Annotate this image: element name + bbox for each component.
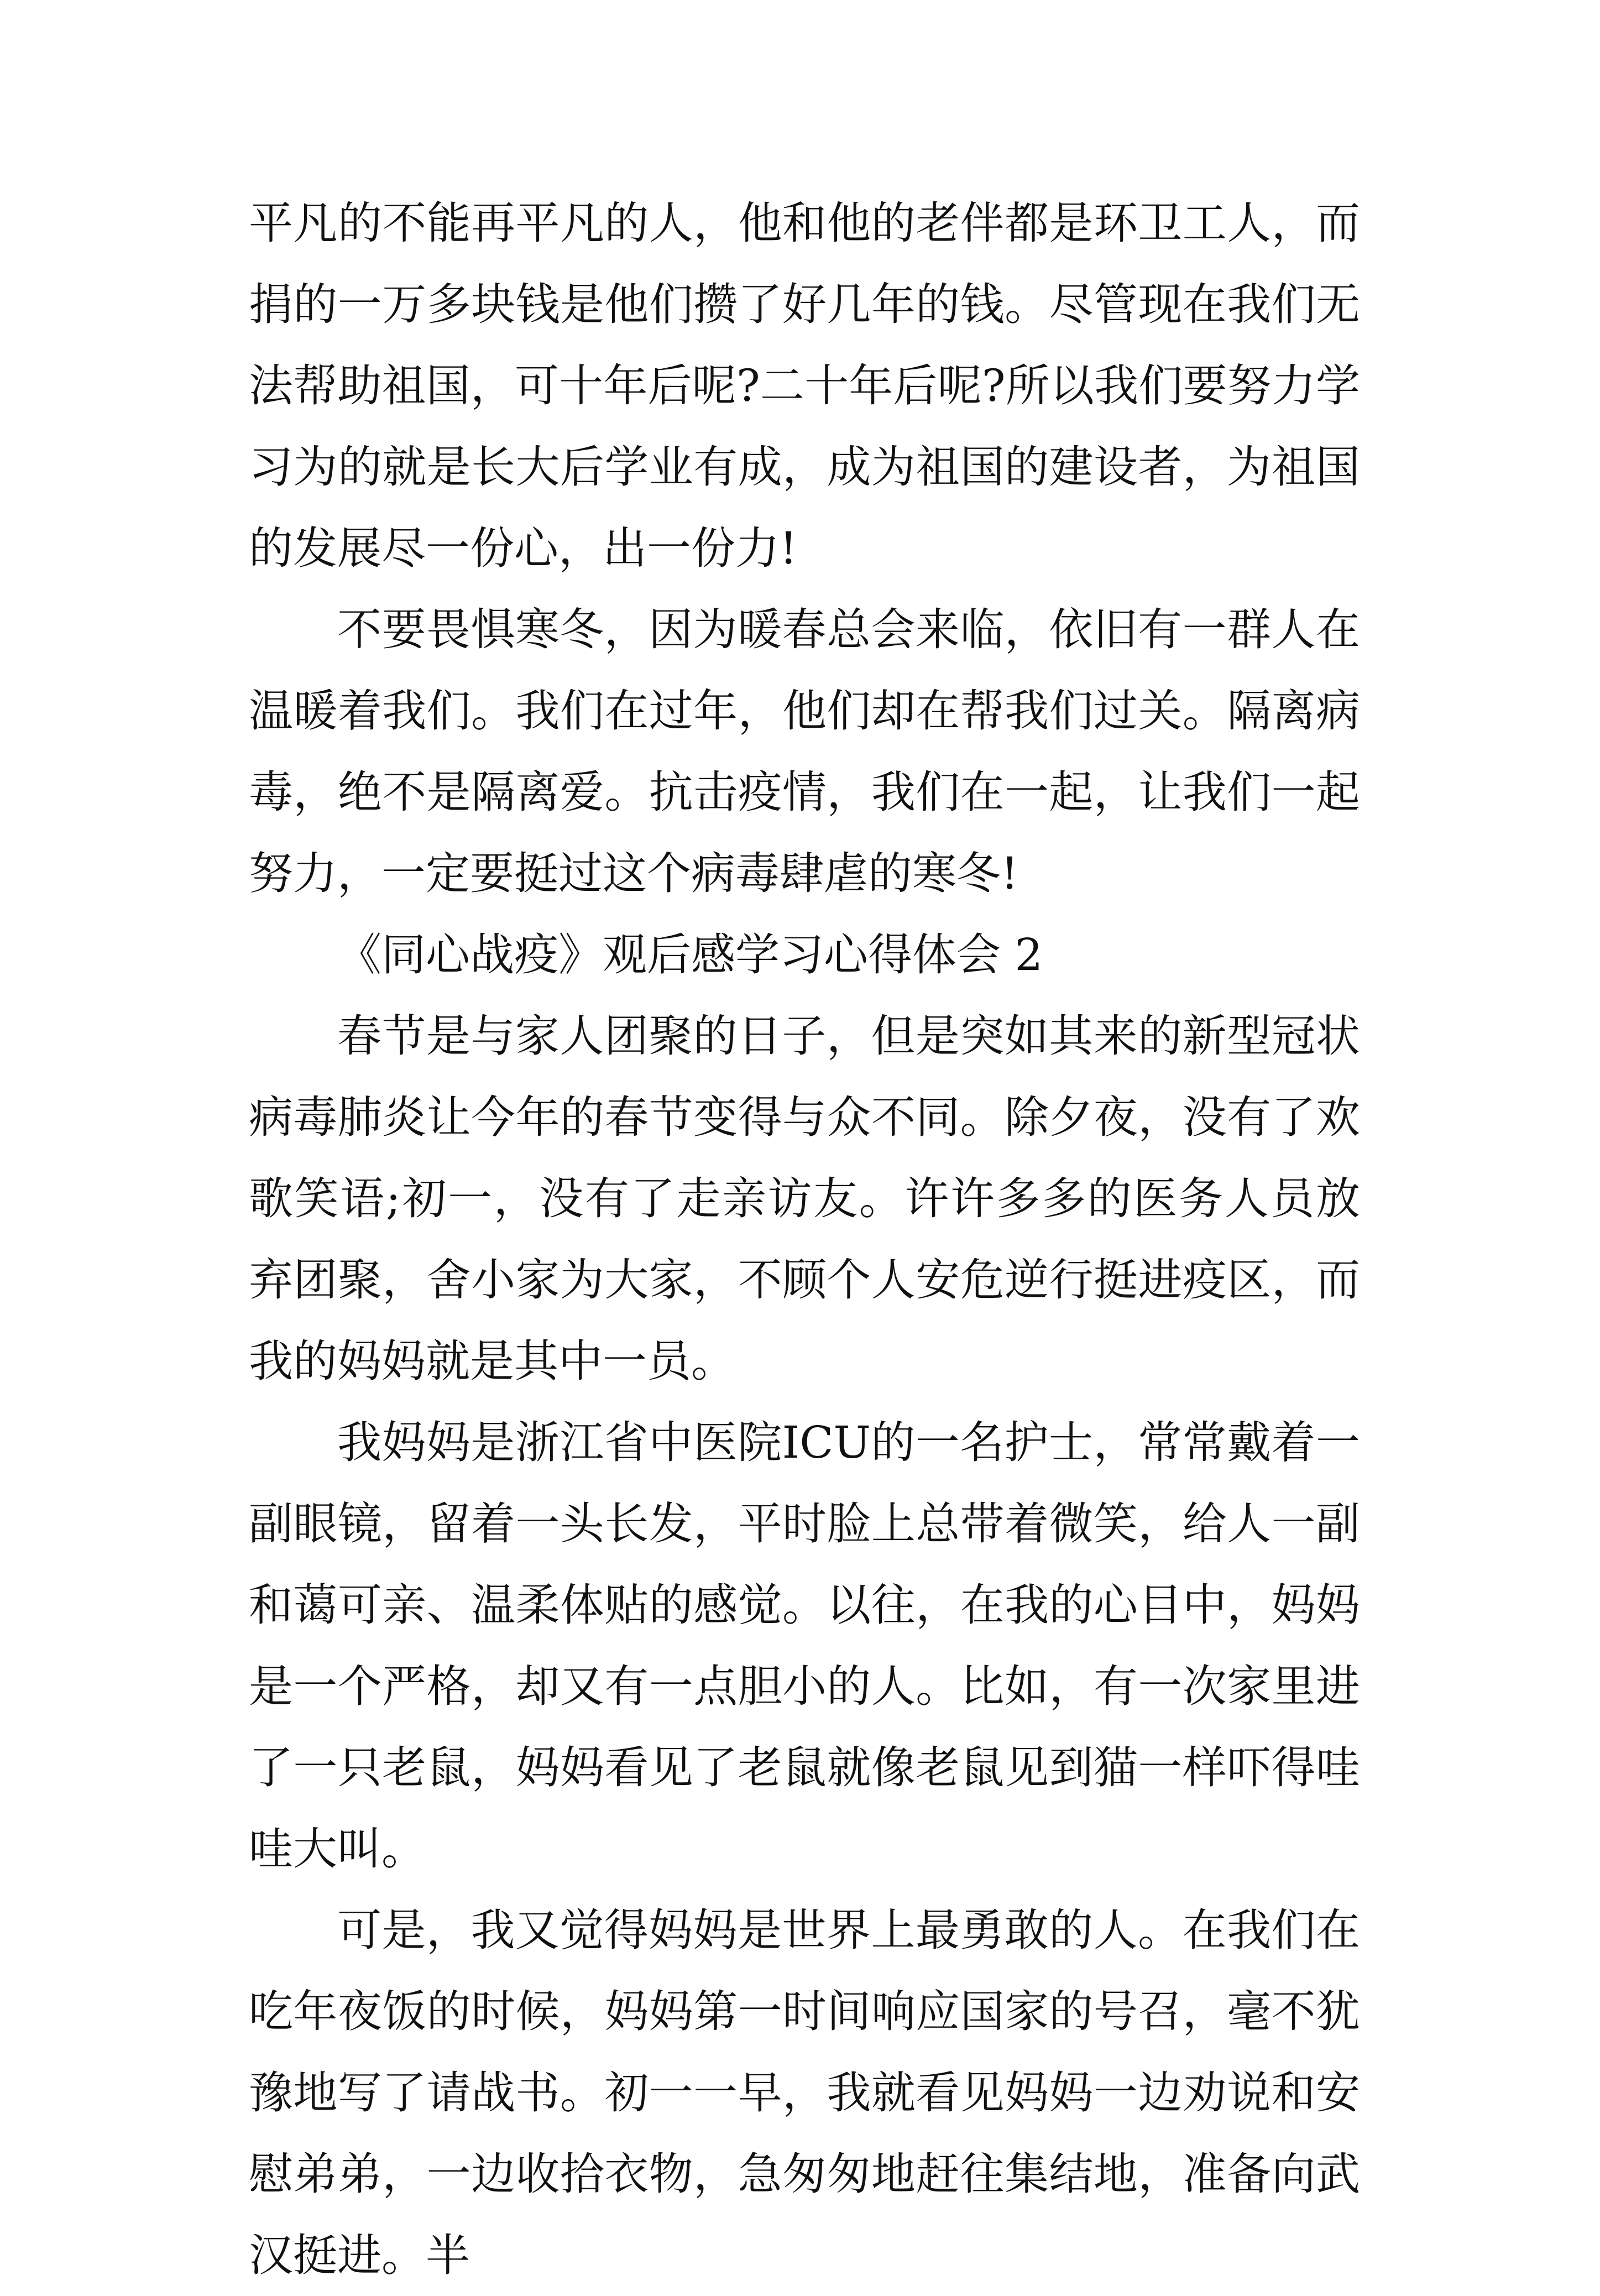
paragraph: 可是，我又觉得妈妈是世界上最勇敢的人。在我们在吃年夜饭的时候，妈妈第一时间响应国家的号召，毫不犹豫地写了请战书。初一一早，我就看见妈妈一边劝说和安慰弟弟，一边收拾衣物，急匆匆地赶往集结地，准备向武汉挺进。半 bbox=[249, 1904, 1360, 2281]
section-heading: 《同心战疫》观后感学习心得体会 2 bbox=[337, 929, 1043, 980]
paragraph: 我妈妈是浙江省中医院ICU的一名护士，常常戴着一副眼镜，留着一头长发，平时脸上总带着微笑，给人一副和蔼可亲、温柔体贴的感觉。以往，在我的心目中，妈妈是一个严格，却又有一点胆小的人。比如，有一次家里进了一只老鼠，妈妈看见了老鼠就像老鼠见到猫一样吓得哇哇大叫。 bbox=[249, 1417, 1360, 1875]
paragraph: 春节是与家人团聚的日子，但是突如其来的新型冠状病毒肺炎让今年的春节变得与众不同。除夕夜，没有了欢歌笑语;初一，没有了走亲访友。许许多多的医务人员放弃团聚，舍小家为大家，不顾个人安危逆行挺进疫区，而我的妈妈就是其中一员。 bbox=[249, 1010, 1360, 1387]
document-body bbox=[249, 182, 1360, 2296]
paragraph: 不要畏惧寒冬，因为暖春总会来临，依旧有一群人在温暖着我们。我们在过年，他们却在帮我们过关。隔离病毒，绝不是隔离爱。抗击疫情，我们在一起，让我们一起努力，一定要挺过这个病毒肆虐的寒冬! bbox=[249, 604, 1360, 899]
paragraph-continued: 平凡的不能再平凡的人，他和他的老伴都是环卫工人，而捐的一万多块钱是他们攒了好几年的钱。尽管现在我们无法帮助祖国，可十年后呢?二十年后呢?所以我们要努力学习为的就是长大后学业有成，成为祖国的建设者，为祖国的发展尽一份心，出一份力! bbox=[249, 197, 1360, 574]
